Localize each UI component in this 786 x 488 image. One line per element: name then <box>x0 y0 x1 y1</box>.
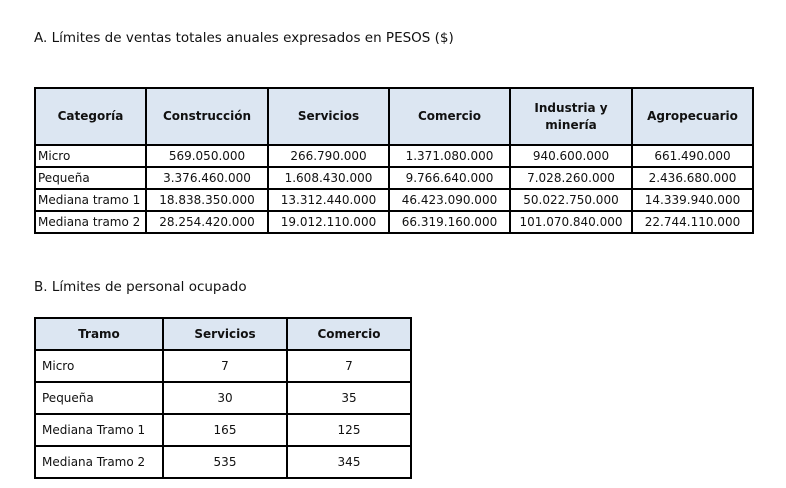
table-row <box>35 382 411 414</box>
table-header-row <box>35 88 753 145</box>
table-cell: 661.490.000 <box>632 145 753 167</box>
column-header-construccion: Construcción <box>146 88 268 145</box>
table-cell: 1.608.430.000 <box>268 167 389 189</box>
table-cell: 125 <box>287 414 411 446</box>
table-cell: 46.423.090.000 <box>389 189 510 211</box>
table-cell: 22.744.110.000 <box>632 211 753 233</box>
table-row <box>35 414 411 446</box>
row-label: Mediana tramo 1 <box>35 189 146 211</box>
table-cell: 50.022.750.000 <box>510 189 632 211</box>
table-cell: 535 <box>163 446 287 478</box>
table-cell: 7.028.260.000 <box>510 167 632 189</box>
column-header-comercio: Comercio <box>287 318 411 350</box>
table-cell: 345 <box>287 446 411 478</box>
row-label: Mediana tramo 2 <box>35 211 146 233</box>
personnel-limits-table <box>34 317 412 479</box>
table-cell: 28.254.420.000 <box>146 211 268 233</box>
table-cell: 9.766.640.000 <box>389 167 510 189</box>
row-label: Mediana Tramo 2 <box>35 446 163 478</box>
table-cell: 3.376.460.000 <box>146 167 268 189</box>
column-header-agropecuario: Agropecuario <box>632 88 753 145</box>
column-header-servicios: Servicios <box>163 318 287 350</box>
table-cell: 13.312.440.000 <box>268 189 389 211</box>
table-cell: 2.436.680.000 <box>632 167 753 189</box>
table-cell: 30 <box>163 382 287 414</box>
table-cell: 19.012.110.000 <box>268 211 389 233</box>
table-cell: 165 <box>163 414 287 446</box>
column-header-comercio: Comercio <box>389 88 510 145</box>
table-cell: 266.790.000 <box>268 145 389 167</box>
table-cell: 35 <box>287 382 411 414</box>
section-b-title: B. Límites de personal ocupado <box>34 279 247 295</box>
table-cell: 940.600.000 <box>510 145 632 167</box>
table-cell: 14.339.940.000 <box>632 189 753 211</box>
row-label: Mediana Tramo 1 <box>35 414 163 446</box>
table-cell: 66.319.160.000 <box>389 211 510 233</box>
row-label: Pequeña <box>35 167 146 189</box>
table-cell: 7 <box>287 350 411 382</box>
sales-limits-table <box>34 87 754 234</box>
table-row <box>35 145 753 167</box>
column-header-industria-mineria: Industria y minería <box>510 88 632 145</box>
table-row <box>35 167 753 189</box>
table-row <box>35 189 753 211</box>
section-a-title: A. Límites de ventas totales anuales expresados en PESOS ($) <box>34 30 454 46</box>
row-label: Pequeña <box>35 382 163 414</box>
column-header-tramo: Tramo <box>35 318 163 350</box>
table-cell: 7 <box>163 350 287 382</box>
table-cell: 101.070.840.000 <box>510 211 632 233</box>
column-header-servicios: Servicios <box>268 88 389 145</box>
table-row <box>35 350 411 382</box>
table-cell: 569.050.000 <box>146 145 268 167</box>
table-header-row <box>35 318 411 350</box>
table-cell: 1.371.080.000 <box>389 145 510 167</box>
column-header-categoria: Categoría <box>35 88 146 145</box>
table-cell: 18.838.350.000 <box>146 189 268 211</box>
row-label: Micro <box>35 145 146 167</box>
table-row <box>35 211 753 233</box>
row-label: Micro <box>35 350 163 382</box>
table-row <box>35 446 411 478</box>
